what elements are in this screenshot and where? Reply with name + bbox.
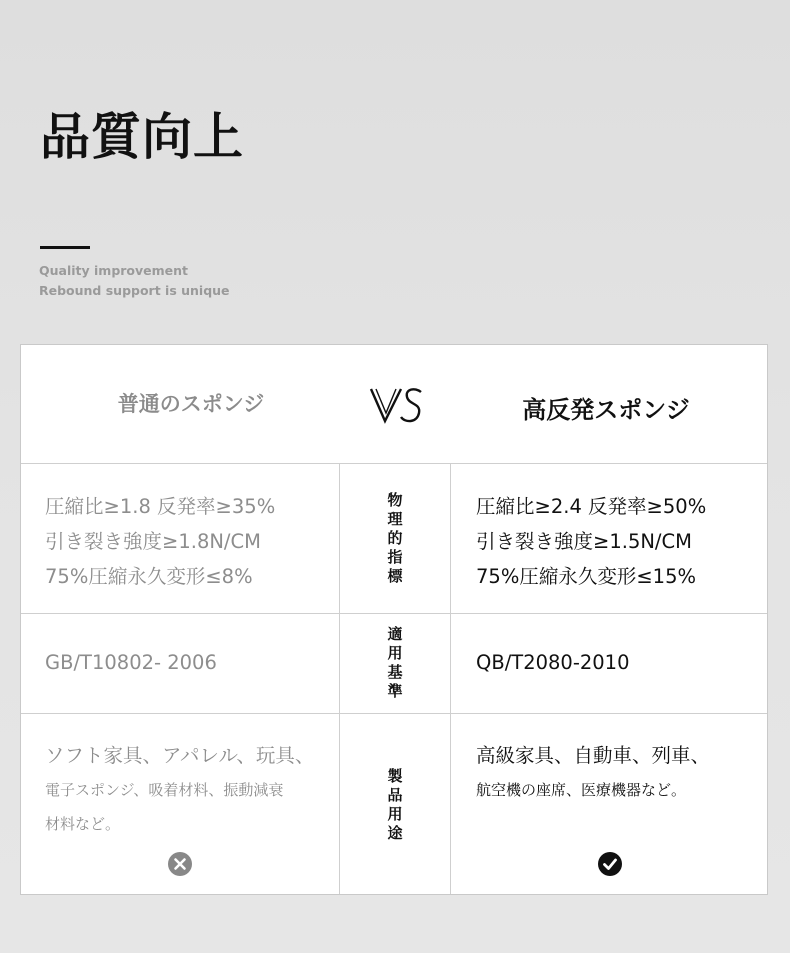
- title-underline: [40, 246, 90, 249]
- page-title: 品質向上: [40, 108, 244, 166]
- standard-value: QB/T2080-2010: [476, 651, 630, 674]
- x-circle-icon: [168, 852, 192, 876]
- use-line: 高級家具、自動車、列車、: [476, 744, 711, 767]
- column-divider: [450, 463, 451, 894]
- left-physical-specs: [45, 489, 275, 594]
- spec-line: 引き裂き強度≥1.8N/CM: [45, 530, 261, 553]
- subtitle-line-2: Rebound support is unique: [39, 283, 230, 298]
- right-product-title: 高反発スポンジ: [522, 395, 690, 424]
- spec-line: 圧縮比≥2.4 反発率≥50%: [476, 495, 707, 518]
- right-product-uses: [476, 738, 710, 807]
- use-line: 航空機の座席、医療機器など。: [476, 781, 687, 799]
- left-product-title: 普通のスポンジ: [117, 392, 265, 416]
- category-product-uses: [340, 713, 450, 896]
- right-physical-specs: [476, 489, 706, 594]
- vs-logo: [367, 381, 427, 429]
- comparison-table: [20, 344, 768, 895]
- use-line: ソフト家具、アパレル、玩具、: [45, 744, 315, 767]
- spec-line: 圧縮比≥1.8 反発率≥35%: [45, 495, 276, 518]
- standard-value: GB/T10802- 2006: [45, 651, 217, 674]
- category-label: 製品用途: [387, 766, 403, 842]
- category-label: 物理的指標: [387, 490, 403, 585]
- use-line: 材料など。: [45, 815, 121, 833]
- left-product-uses: [45, 738, 314, 841]
- right-standard: [476, 645, 630, 680]
- category-physical-indicators: [340, 463, 450, 613]
- use-line: 電子スポンジ、吸着材料、振動減衰: [45, 781, 284, 799]
- category-label: 適用基準: [387, 625, 403, 700]
- category-applicable-standard: [340, 613, 450, 713]
- spec-line: 75%圧縮永久変形≤15%: [476, 565, 697, 588]
- spec-line: 引き裂き強度≥1.5N/CM: [476, 530, 692, 553]
- spec-line: 75%圧縮永久変形≤8%: [45, 565, 253, 588]
- subtitle-line-1: Quality improvement: [39, 263, 189, 278]
- left-standard: [45, 645, 217, 680]
- subtitle: [39, 261, 230, 301]
- check-circle-icon: [598, 852, 622, 876]
